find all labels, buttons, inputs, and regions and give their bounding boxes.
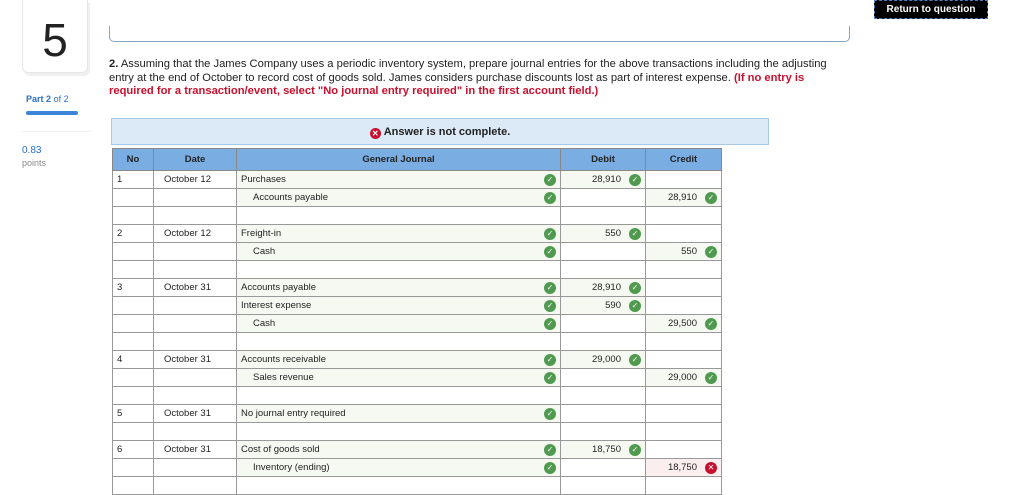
debit-field[interactable] — [561, 333, 646, 351]
correct-check-icon: ✓ — [544, 228, 556, 240]
entry-number — [113, 297, 154, 315]
correct-check-icon: ✓ — [544, 354, 556, 366]
account-name: Cash — [253, 246, 276, 257]
answer-status-banner — [111, 118, 769, 145]
credit-amount: 29,500 — [667, 318, 697, 329]
incorrect-icon: ✕ — [705, 462, 717, 474]
debit-amount: 550 — [605, 228, 621, 239]
credit-amount: 29,000 — [667, 372, 697, 383]
table-row — [113, 243, 722, 261]
part-progress-bar — [26, 111, 78, 115]
debit-field[interactable] — [561, 243, 646, 261]
correct-check-icon: ✓ — [544, 462, 556, 474]
entry-date[interactable] — [154, 369, 237, 387]
points-value: 0.83 — [22, 145, 42, 156]
correct-check-icon: ✓ — [629, 300, 641, 312]
debit-amount: 28,910 — [591, 282, 621, 293]
entry-date[interactable]: October 31 — [154, 441, 237, 459]
blank-row — [113, 423, 722, 441]
table-row — [113, 297, 722, 315]
banner-text: Answer is not complete. — [383, 126, 511, 138]
entry-date[interactable]: October 31 — [154, 279, 237, 297]
credit-amount: 550 — [681, 246, 697, 257]
debit-field[interactable] — [561, 405, 646, 423]
question-body: Assuming that the James Company uses a periodic inventory system, prepare journal entries for the above transactions including the adjusting entry at the end of October to record cost of goods sold. James considers purchase discounts lost as part of interest expense. — [109, 58, 827, 84]
debit-field[interactable] — [561, 225, 646, 243]
table-row — [113, 459, 722, 477]
part-label — [26, 94, 51, 104]
credit-amount: 28,910 — [667, 192, 697, 203]
points-label: points — [22, 158, 47, 168]
debit-field[interactable] — [561, 423, 646, 441]
correct-check-icon: ✓ — [544, 372, 556, 384]
debit-amount: 29,000 — [591, 354, 621, 365]
account-field[interactable] — [237, 387, 561, 405]
credit-field[interactable] — [646, 189, 722, 207]
entry-date[interactable] — [154, 477, 237, 495]
account-field[interactable] — [237, 297, 561, 315]
account-name: Accounts payable — [241, 282, 316, 293]
account-field[interactable] — [237, 261, 561, 279]
question-instruction: (If no entry is required for a transaction/event, select "No journal entry required" in the first account field.) — [109, 71, 805, 97]
correct-check-icon: ✓ — [629, 228, 641, 240]
correct-check-icon: ✓ — [544, 318, 556, 330]
question-number: 5 — [22, 0, 88, 73]
credit-field[interactable] — [646, 171, 722, 189]
entry-number — [113, 333, 154, 351]
debit-field[interactable] — [561, 279, 646, 297]
part-indicator — [26, 94, 69, 104]
question-index: 2. — [109, 58, 119, 70]
entry-number — [113, 261, 154, 279]
correct-check-icon: ✓ — [705, 192, 717, 204]
header-credit: Credit — [646, 149, 722, 171]
entry-number — [113, 207, 154, 225]
entry-number — [113, 189, 154, 207]
account-field[interactable] — [237, 477, 561, 495]
entry-number — [113, 369, 154, 387]
account-field[interactable] — [237, 243, 561, 261]
correct-check-icon: ✓ — [629, 354, 641, 366]
account-field[interactable] — [237, 225, 561, 243]
table-row — [113, 171, 722, 189]
credit-field[interactable] — [646, 315, 722, 333]
header-no: No — [113, 149, 154, 171]
correct-check-icon: ✓ — [544, 444, 556, 456]
credit-field[interactable] — [646, 423, 722, 441]
credit-field[interactable] — [646, 261, 722, 279]
credit-field[interactable] — [646, 279, 722, 297]
table-row — [113, 405, 722, 423]
question-text — [109, 58, 839, 99]
blank-row — [113, 261, 722, 279]
account-name: Purchases — [241, 174, 286, 185]
table-row — [113, 315, 722, 333]
entry-number — [113, 423, 154, 441]
correct-check-icon: ✓ — [544, 408, 556, 420]
correct-check-icon: ✓ — [629, 444, 641, 456]
return-to-question-button[interactable]: Return to question — [874, 0, 988, 19]
part-total: of 2 — [53, 94, 69, 104]
entry-date[interactable] — [154, 207, 237, 225]
account-name: Accounts payable — [253, 192, 328, 203]
correct-check-icon: ✓ — [544, 300, 556, 312]
journal-body — [113, 171, 722, 495]
correct-check-icon: ✓ — [544, 192, 556, 204]
entry-number — [113, 459, 154, 477]
part-current: 2 — [46, 94, 52, 104]
debit-field[interactable] — [561, 477, 646, 495]
table-row — [113, 441, 722, 459]
credit-field[interactable] — [646, 477, 722, 495]
entry-number — [113, 315, 154, 333]
entry-number — [113, 477, 154, 495]
credit-field[interactable] — [646, 459, 722, 477]
credit-field[interactable] — [646, 243, 722, 261]
credit-field[interactable] — [646, 225, 722, 243]
journal-table — [112, 148, 722, 495]
account-name: Interest expense — [241, 300, 312, 311]
account-name: Accounts receivable — [241, 354, 327, 365]
entry-date[interactable]: October 12 — [154, 171, 237, 189]
account-name: Inventory (ending) — [253, 462, 330, 473]
debit-field[interactable] — [561, 189, 646, 207]
debit-field[interactable] — [561, 441, 646, 459]
account-field[interactable] — [237, 279, 561, 297]
entry-date[interactable] — [154, 315, 237, 333]
part-prefix: Part — [26, 94, 44, 104]
header-debit: Debit — [561, 149, 646, 171]
account-field[interactable] — [237, 441, 561, 459]
table-row — [113, 369, 722, 387]
account-field[interactable] — [237, 351, 561, 369]
account-field[interactable] — [237, 207, 561, 225]
account-name: Cash — [253, 318, 276, 329]
correct-check-icon: ✓ — [629, 282, 641, 294]
debit-field[interactable] — [561, 261, 646, 279]
entry-date[interactable] — [154, 459, 237, 477]
debit-field[interactable] — [561, 297, 646, 315]
entry-number — [113, 387, 154, 405]
account-name: Freight-in — [241, 228, 282, 239]
correct-check-icon: ✓ — [544, 282, 556, 294]
account-field[interactable] — [237, 189, 561, 207]
entry-number: 2 — [113, 225, 154, 243]
account-name: No journal entry required — [241, 408, 346, 419]
credit-field[interactable] — [646, 207, 722, 225]
header-general-journal: General Journal — [237, 149, 561, 171]
entry-number: 4 — [113, 351, 154, 369]
entry-date[interactable]: October 12 — [154, 225, 237, 243]
credit-field[interactable] — [646, 387, 722, 405]
entry-number: 3 — [113, 279, 154, 297]
entry-date[interactable]: October 31 — [154, 405, 237, 423]
debit-field[interactable] — [561, 369, 646, 387]
blank-row — [113, 207, 722, 225]
account-name: Cost of goods sold — [241, 444, 320, 455]
credit-field[interactable] — [646, 441, 722, 459]
entry-date[interactable] — [154, 189, 237, 207]
account-field[interactable] — [237, 315, 561, 333]
account-field[interactable] — [237, 369, 561, 387]
blank-row — [113, 333, 722, 351]
blank-row — [113, 387, 722, 405]
correct-check-icon: ✓ — [705, 372, 717, 384]
debit-field[interactable] — [561, 207, 646, 225]
table-row — [113, 189, 722, 207]
entry-date[interactable] — [154, 243, 237, 261]
debit-amount: 28,910 — [591, 174, 621, 185]
debit-field[interactable] — [561, 387, 646, 405]
correct-check-icon: ✓ — [544, 174, 556, 186]
table-row — [113, 279, 722, 297]
debit-field[interactable] — [561, 171, 646, 189]
credit-field[interactable] — [646, 351, 722, 369]
entry-date[interactable] — [154, 387, 237, 405]
account-field[interactable] — [237, 171, 561, 189]
credit-field[interactable] — [646, 333, 722, 351]
entry-date[interactable] — [154, 261, 237, 279]
entry-number: 5 — [113, 405, 154, 423]
credit-amount: 18,750 — [667, 462, 697, 473]
debit-amount: 18,750 — [591, 444, 621, 455]
debit-field[interactable] — [561, 351, 646, 369]
correct-check-icon: ✓ — [705, 246, 717, 258]
credit-field[interactable] — [646, 297, 722, 315]
debit-amount: 590 — [605, 300, 621, 311]
error-icon: ✕ — [370, 128, 381, 139]
debit-field[interactable] — [561, 315, 646, 333]
entry-number — [113, 243, 154, 261]
previous-part-box — [109, 26, 850, 42]
entry-date[interactable] — [154, 297, 237, 315]
account-field[interactable] — [237, 459, 561, 477]
header-date: Date — [154, 149, 237, 171]
correct-check-icon: ✓ — [544, 246, 556, 258]
entry-date[interactable]: October 31 — [154, 351, 237, 369]
account-field[interactable] — [237, 423, 561, 441]
credit-field[interactable] — [646, 405, 722, 423]
entry-date[interactable] — [154, 423, 237, 441]
table-row — [113, 351, 722, 369]
blank-row — [113, 477, 722, 495]
entry-number: 1 — [113, 171, 154, 189]
debit-field[interactable] — [561, 459, 646, 477]
table-header-row — [113, 149, 722, 171]
account-field[interactable] — [237, 405, 561, 423]
credit-field[interactable] — [646, 369, 722, 387]
correct-check-icon: ✓ — [705, 318, 717, 330]
account-name: Sales revenue — [253, 372, 314, 383]
entry-date[interactable] — [154, 333, 237, 351]
account-field[interactable] — [237, 333, 561, 351]
correct-check-icon: ✓ — [629, 174, 641, 186]
divider — [22, 131, 92, 132]
table-row — [113, 225, 722, 243]
entry-number: 6 — [113, 441, 154, 459]
